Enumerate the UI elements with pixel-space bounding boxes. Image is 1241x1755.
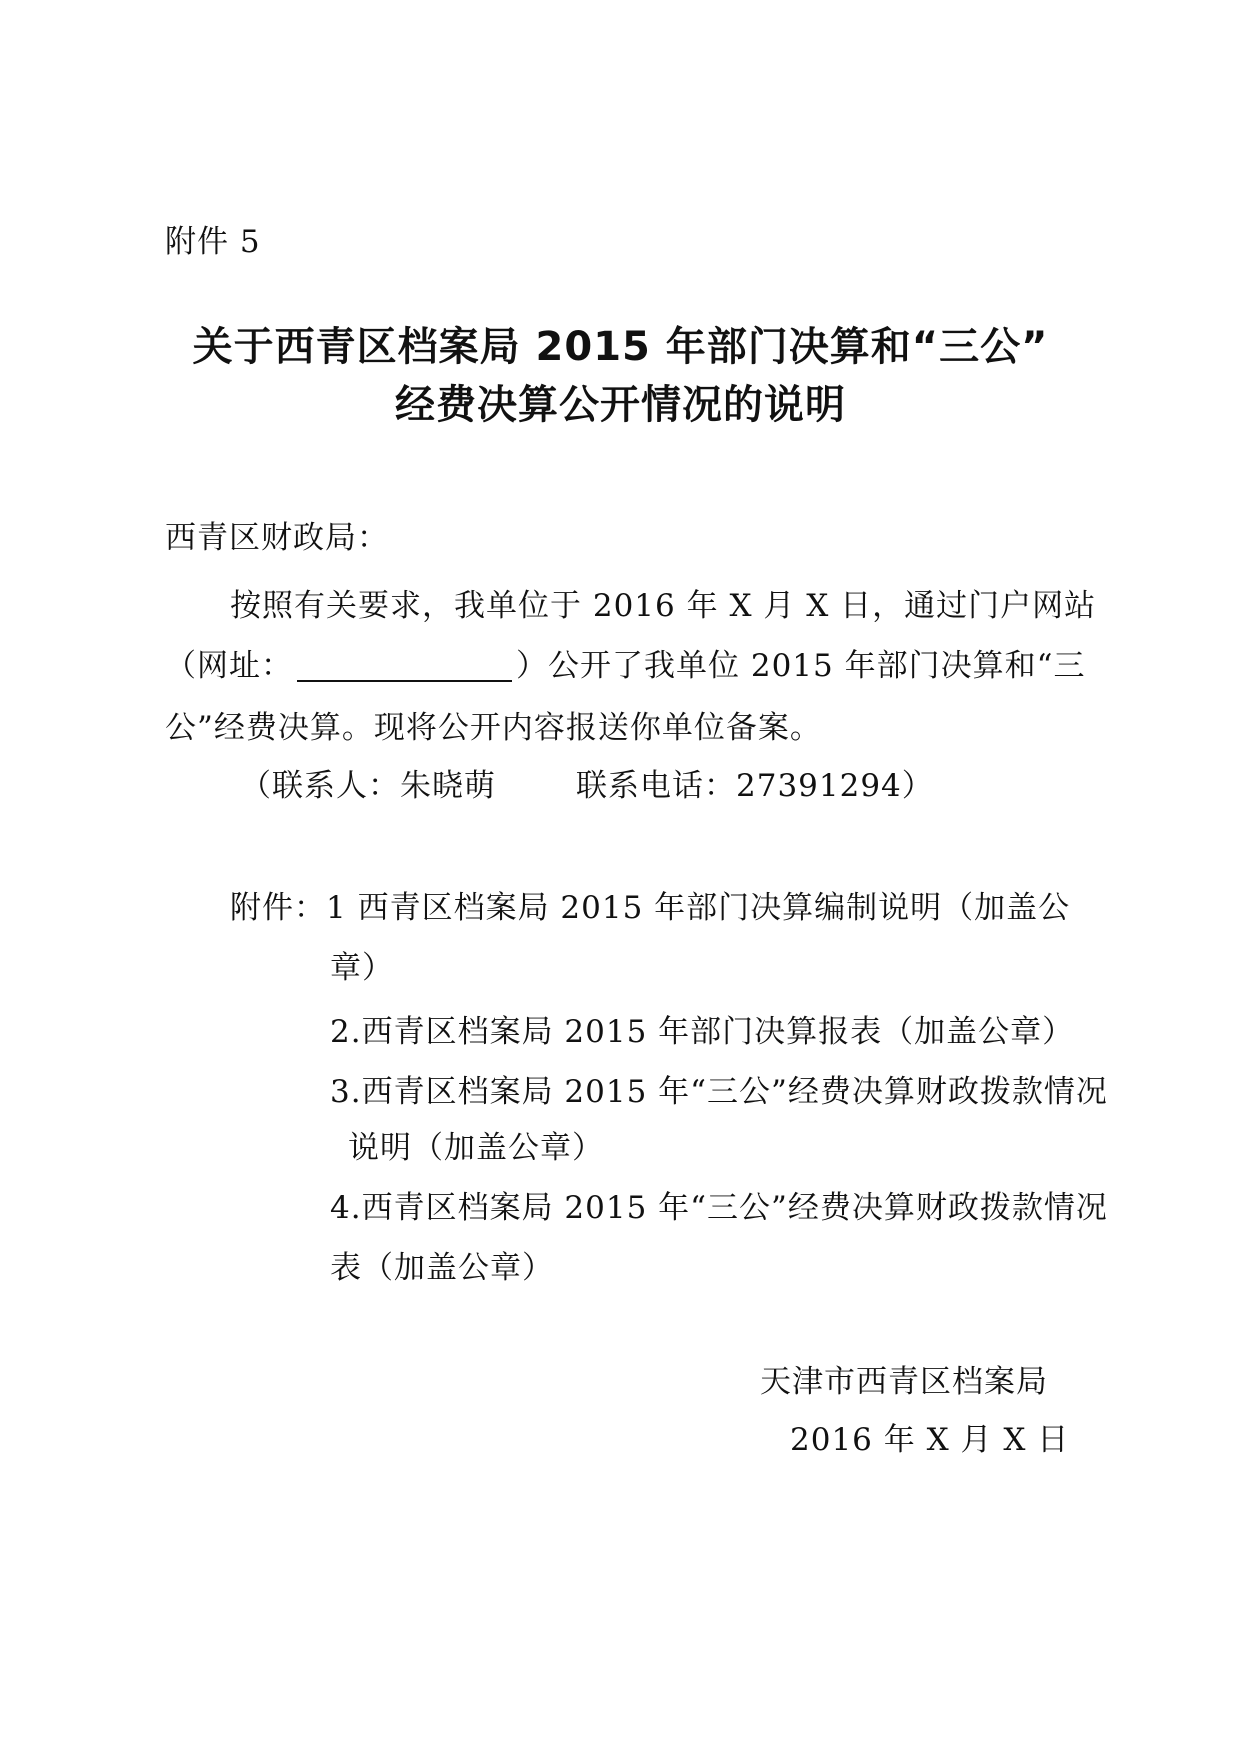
body-line-1: 按照有关要求，我单位于 2016 年 X 月 X 日，通过门户网站 <box>230 588 1097 624</box>
attachment-item-1-line-1: 附件：1 西青区档案局 2015 年部门决算编制说明（加盖公 <box>230 890 1071 926</box>
body-line-2 <box>165 646 1085 686</box>
signature-organization: 天津市西青区档案局 <box>760 1364 1048 1400</box>
body-line-2-text: ）公开了我单位 2015 年部门决算和“三 <box>516 648 1086 684</box>
url-label: （网址： <box>165 648 293 684</box>
attachment-item-3-line-1: 3.西青区档案局 2015 年“三公”经费决算财政拨款情况 <box>330 1074 1108 1110</box>
attachment-item-2: 2.西青区档案局 2015 年部门决算报表（加盖公章） <box>330 1014 1075 1050</box>
contact-person: （联系人：朱晓萌 <box>240 768 496 804</box>
document-title-line-2: 经费决算公开情况的说明 <box>395 382 846 428</box>
signature-date: 2016 年 X 月 X 日 <box>790 1422 1070 1458</box>
attachment-item-3-line-2: 说明（加盖公章） <box>348 1130 604 1166</box>
url-blank <box>297 648 512 682</box>
salutation: 西青区财政局： <box>165 520 389 556</box>
contact-phone: 联系电话：27391294） <box>576 768 934 804</box>
body-line-3: 公”经费决算。现将公开内容报送你单位备案。 <box>165 710 822 746</box>
attachment-item-1-line-2: 章） <box>330 950 394 986</box>
document-title-line-1: 关于西青区档案局 2015 年部门决算和“三公” <box>192 324 1049 370</box>
attachment-label: 附件 5 <box>165 224 261 260</box>
attachment-item-4-line-2: 表（加盖公章） <box>330 1250 554 1286</box>
contact-info <box>240 766 934 806</box>
attachment-item-4-line-1: 4.西青区档案局 2015 年“三公”经费决算财政拨款情况 <box>330 1190 1108 1226</box>
